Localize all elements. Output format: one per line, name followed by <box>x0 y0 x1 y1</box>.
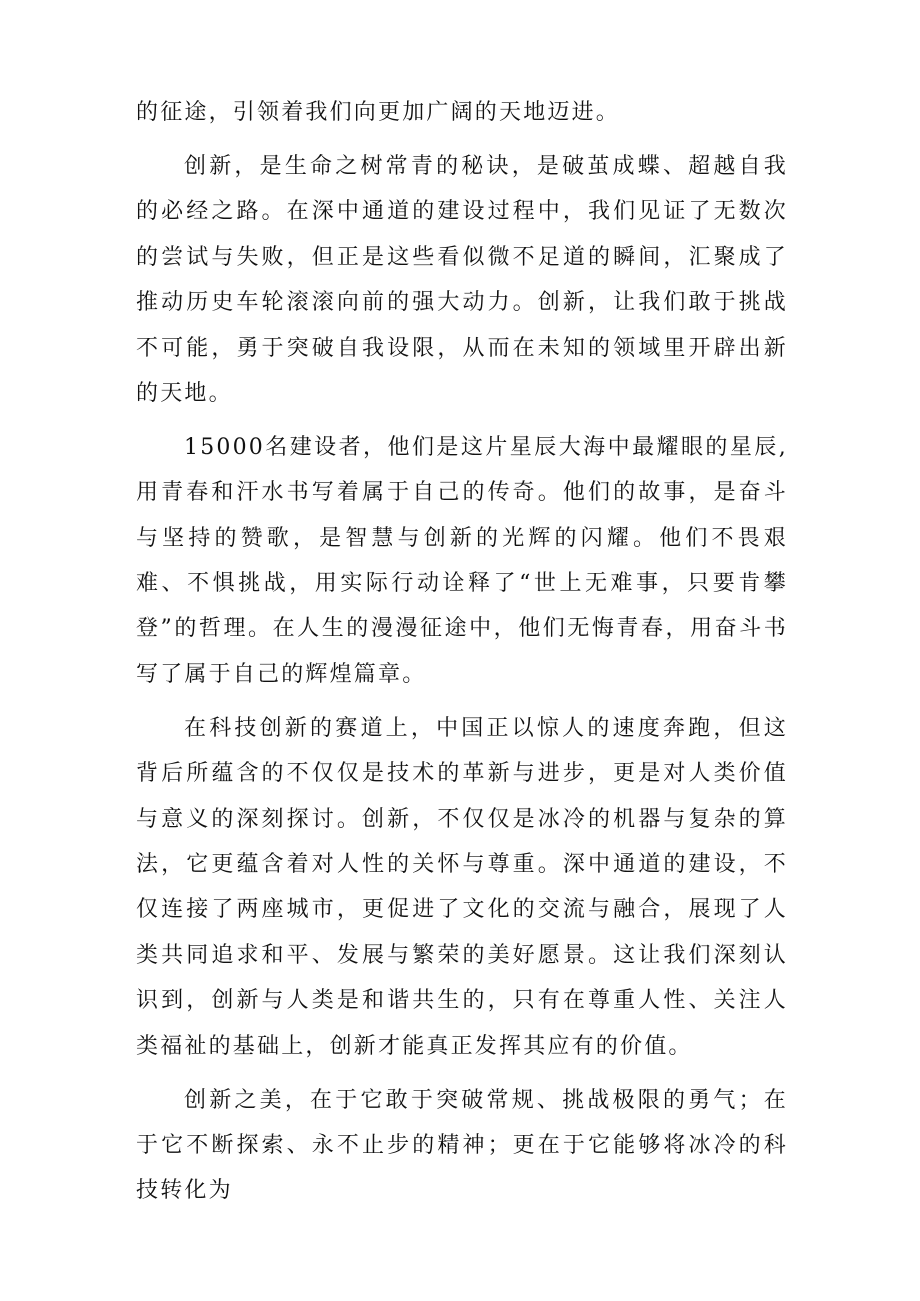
paragraph-innovation-secret: 创新，是生命之树常青的秘诀，是破茧成蝶、超越自我的必经之路。在深中通道的建设过程中，我们见证了无数次的尝试与失败，但正是这些看似微不足道的瞬间，汇聚成了推动历史车轮滚滚向前的强大动力。创新，让我们敢于挑战不可能，勇于突破自我设限，从而在未知的领域里开辟出新的天地。 <box>136 153 788 406</box>
paragraph-tech-innovation: 在科技创新的赛道上，中国正以惊人的速度奔跑，但这背后所蕴含的不仅仅是技术的革新与进步，更是对人类价值与意义的深刻探讨。创新，不仅仅是冰冷的机器与复杂的算法，它更蕴含着对人性的关怀与尊重。深中通道的建设，不仅连接了两座城市，更促进了文化的交流与融合，展现了人类共同追求和平、发展与繁荣的美好愿景。这让我们深刻认识到，创新与人类是和谐共生的，只有在尊重人性、关注人类福祉的基础上，创新才能真正发挥其应有的价值。 <box>136 715 788 1059</box>
paragraph-beauty-of-innovation: 创新之美，在于它敢于突破常规、挑战极限的勇气；在于它不断探索、永不止步的精神；更在于它能够将冰冷的科技转化为 <box>136 1087 788 1204</box>
document-body <box>136 90 788 1222</box>
paragraph-builders: 15000名建设者，他们是这片星辰大海中最耀眼的星辰,用青春和汗水书写着属于自己的传奇。他们的故事，是奋斗与坚持的赞歌，是智慧与创新的光辉的闪耀。他们不畏艰难、不惧挑战，用实际行动诠释了“世上无难事，只要肯攀登”的哲理。在人生的漫漫征途中，他们无悔青春，用奋斗书写了属于自己的辉煌篇章。 <box>136 434 788 687</box>
paragraph-continuation: 的征途，引领着我们向更加广阔的天地迈进。 <box>136 100 621 125</box>
